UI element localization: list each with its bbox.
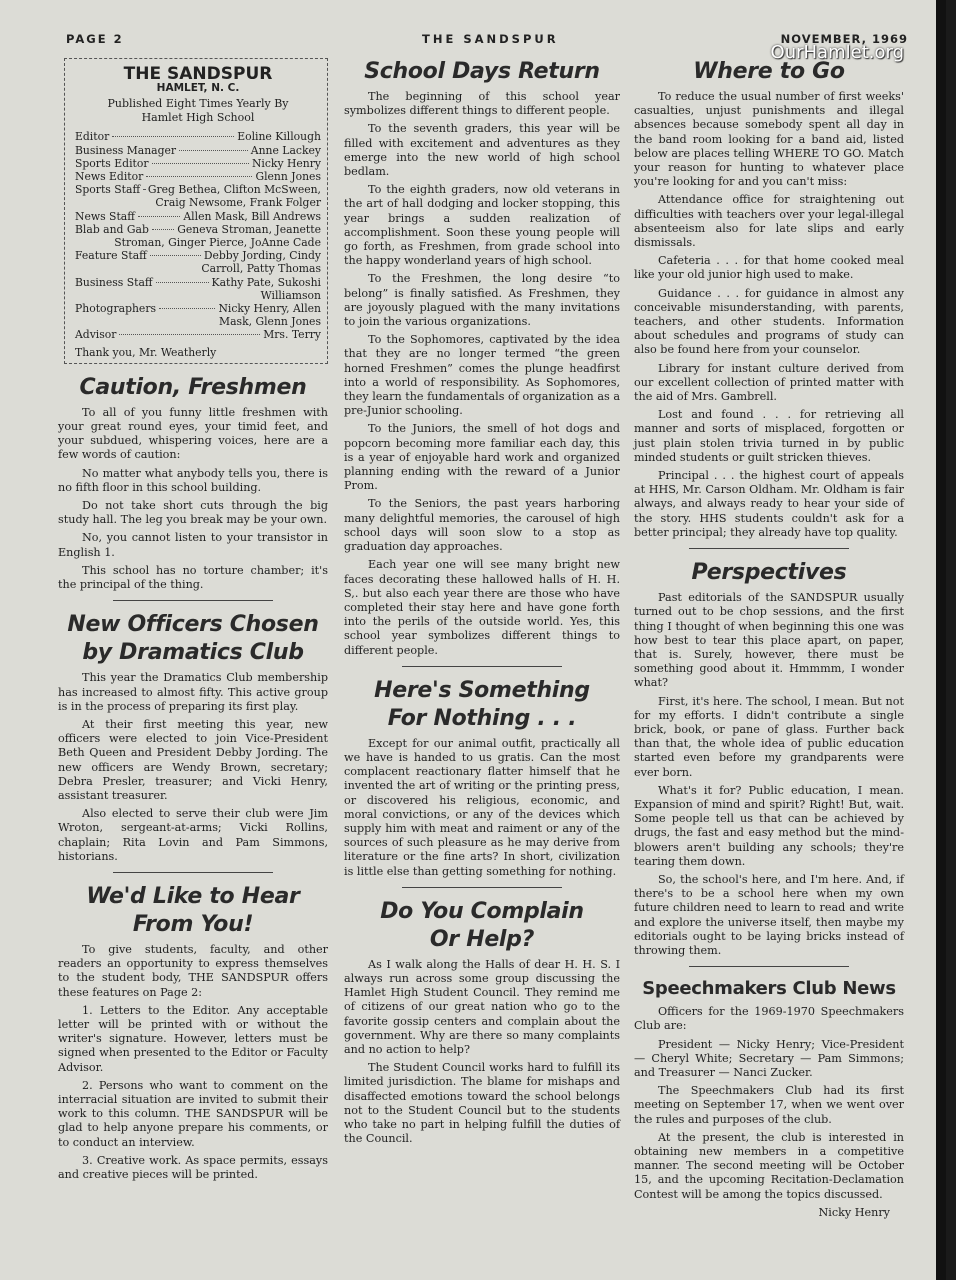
headline-complain xyxy=(344,898,620,954)
paragraph: Cafeteria . . . for that home cooked meal like your old junior high used to make. xyxy=(634,254,904,282)
staff-row xyxy=(75,328,321,341)
staff-names: Kathy Pate, Sukoshi xyxy=(211,275,321,289)
paragraph: 1. Letters to the Editor. Any acceptable letter will be printed with or without the writer's signature. However, letters must be signed when presented to the Editor or Faculty Advisor. xyxy=(58,1003,328,1074)
masthead-box xyxy=(64,58,328,364)
paragraph: To the seventh graders, this year will be filled with excitement and adventures as they emerge into the new world of high school bedlam. xyxy=(344,122,620,179)
staff-row xyxy=(75,130,321,143)
byline: Nicky Henry xyxy=(818,1205,890,1219)
paragraph: No matter what anybody tells you, there is no fifth floor in this school building. xyxy=(58,466,328,494)
paragraph: At the present, the club is interested in obtaining new members in a competitive manner. The second meeting will be October 15, and the upcoming Recitation-Declamation Contest will be among the topics discussed. xyxy=(634,1130,904,1201)
paragraph: Each year one will see many bright new faces decorating these hallowed halls of H. H. S,. but also each year there are those who have completed their stay here and have gone forth into the perils of the outside world. Yes, this school year symbolizes different things to different people. xyxy=(344,558,620,657)
column-left xyxy=(58,58,328,1186)
paragraph: The Speechmakers Club had its first meeting on September 17, when we went over the rules and purposes of the club. xyxy=(634,1084,904,1126)
staff-names: Eoline Killough xyxy=(237,130,321,144)
leader-dots xyxy=(156,282,209,283)
staff-role: Business Manager xyxy=(75,143,177,157)
staff-names-cont: Carroll, Patty Thomas xyxy=(201,262,321,276)
staff-names-cont: Williamson xyxy=(260,288,321,302)
staff-names: Anne Lackey xyxy=(250,143,321,157)
headline-line: We'd Like to Hear xyxy=(86,883,300,909)
staff-row xyxy=(75,302,321,315)
leader-dots xyxy=(143,189,145,190)
pub-line: Hamlet High School xyxy=(141,110,255,124)
staff-names: Greg Bethea, Clifton McSween, xyxy=(147,183,321,197)
staff-role: Business Staff xyxy=(75,275,153,289)
staff-names-cont: Craig Newsome, Frank Folger xyxy=(155,196,321,210)
leader-dots xyxy=(152,163,249,164)
staff-names-cont: Stroman, Ginger Pierce, JoAnne Cade xyxy=(114,236,321,250)
paragraph: Guidance . . . for guidance in almost any conceivable misunderstanding, with parents, teachers, and other students. Information about schedules and programs of study can also be found here from your counselor. xyxy=(634,286,904,357)
masthead-location: HAMLET, N. C. xyxy=(156,82,240,95)
paragraph: Officers for the 1969-1970 Speechmakers Club are: xyxy=(634,1005,904,1033)
leader-dots xyxy=(119,334,260,335)
headline-line: For Nothing . . . xyxy=(387,705,577,731)
headline-line: by Dramatics Club xyxy=(82,640,304,666)
masthead-title: THE SANDSPUR xyxy=(123,64,273,84)
paragraph: At their first meeting this year, new officers were elected to join Vice-President Beth Queen and President Debby Jording. The new officers are Wendy Brown, secretary; Debra Presler, treasurer; and Vicki Henry, assistant treasurer. xyxy=(58,717,328,802)
headline-line: Do You Complain xyxy=(380,898,584,924)
paragraph: This school has no torture chamber; it's the principal of the thing. xyxy=(58,563,328,592)
staff-names: Nicky Henry, Allen xyxy=(218,302,321,316)
paragraph: To the Seniors, the past years harboring many delightful memories, the carousel of high school days will soon slow to a stop as graduation day approaches. xyxy=(344,497,620,554)
staff-row xyxy=(75,157,321,170)
divider xyxy=(113,600,273,601)
paragraph: Attendance office for straightening out difficulties with teachers over your legal-illegal absenteeism also for late slips and early dismissals. xyxy=(634,193,904,250)
divider xyxy=(689,548,849,549)
paragraph: This year the Dramatics Club membership has increased to almost fifty. This active group is in the process of preparing its first play. xyxy=(58,671,328,713)
leader-dots xyxy=(150,255,201,256)
divider xyxy=(402,887,562,888)
leader-dots xyxy=(152,229,174,230)
paragraph: To the Sophomores, captivated by the idea that they are no longer termed “the green horned Freshmen” comes the plunge headfirst into a world of responsibility. As Sophomores, they learn the fundamentals of organization as a pre-Junior schooling. xyxy=(344,333,620,418)
watermark: OurHamlet.org xyxy=(770,42,904,63)
paragraph: To reduce the usual number of first weeks' casualties, unjust punishments and illegal absences because somebody spent all day in the band room looking for a band aid, listed below are places telling WHERE TO GO. Match your reason for hunting to whatever place you're looking for and you can't miss: xyxy=(634,90,904,189)
staff-row xyxy=(75,223,321,236)
divider xyxy=(402,666,562,667)
headline-line: Or Help? xyxy=(429,926,535,952)
headline-speech: Speechmakers Club News xyxy=(642,978,896,1000)
paragraph: Except for our animal outfit, practically all we have is handed to us gratis. Can the most complacent reactionary flatter himself that he invented the art of writing or the printing press, or discovered his religious, economic, and moral convictions, or any of the devices which supply him with meat and raiment or any of the sources of such pleasure as he may derive from literature or the fine arts? In short, civilization is little else than getting something for nothing. xyxy=(344,736,620,878)
headline-perspectives: Perspectives xyxy=(691,560,847,586)
staff-role: Feature Staff xyxy=(75,249,147,263)
staff-names: Mrs. Terry xyxy=(263,328,321,342)
paragraph: To give students, faculty, and other readers an opportunity to express themselves to the student body, THE SANDSPUR offers these features on Page 2: xyxy=(58,942,328,999)
paragraph: So, the school's here, and I'm here. And, if there's to be a school here when my own future children need to learn to read and write and explore the universe itself, then maybe my editorials ought to be laying bricks instead of throwing them. xyxy=(634,872,904,957)
thanks-line: Thank you, Mr. Weatherly xyxy=(75,345,217,359)
masthead-publisher xyxy=(75,97,321,124)
headline-line: From You! xyxy=(132,911,254,937)
staff-role: Advisor xyxy=(75,328,117,342)
headline-dramatics xyxy=(58,611,328,667)
paragraph: To the eighth graders, now old veterans in the art of hall dodging and locker stopping, this year brings a sudden realization of accomplishment. Soon these young people will go forth, as Freshmen, from grade school into the happy wonderland years of high school. xyxy=(344,183,620,268)
staff-role: Photographers xyxy=(75,302,157,316)
staff-role: Sports Staff xyxy=(75,183,141,197)
scan-edge xyxy=(936,0,946,1280)
divider xyxy=(689,966,849,967)
leader-dots xyxy=(146,176,252,177)
staff-role: News Staff xyxy=(75,209,135,223)
paragraph: To all of you funny little freshmen with your great round eyes, your timid feet, and your subdued, whispering voices, here are a few words of caution: xyxy=(58,405,328,462)
paragraph: The Student Council works hard to fulfill its limited jurisdiction. The blame for mishaps and disaffected emotions toward the school belongs not to the Student Council but to the students who take no part in helping fulfill the duties of the Council. xyxy=(344,1061,620,1146)
staff-row xyxy=(75,170,321,183)
column-right xyxy=(634,58,904,1224)
staff-names: Allen Mask, Bill Andrews xyxy=(183,209,321,223)
staff-row xyxy=(75,144,321,157)
staff-names: Nicky Henry xyxy=(251,156,321,170)
paragraph: No, you cannot listen to your transistor in English 1. xyxy=(58,531,328,559)
paragraph: Principal . . . the highest court of appeals at HHS, Mr. Carson Oldham. Mr. Oldham is fair always, and always ready to hear your side of the story. HHS students couldn't ask for a better principal; they already have top quality. xyxy=(634,469,904,539)
paragraph: 3. Creative work. As space permits, essays and creative pieces will be printed. xyxy=(58,1153,328,1181)
paragraph: Library for instant culture derived from our excellent collection of printed matter with the aid of Mrs. Gambrell. xyxy=(634,361,904,404)
headline-school-days: School Days Return xyxy=(364,59,600,84)
paragraph: The beginning of this school year symbolizes different things to different people. xyxy=(344,90,620,118)
pub-line: Published Eight Times Yearly By xyxy=(107,97,289,111)
paragraph: Do not take short cuts through the big study hall. The leg you break may be your own. xyxy=(58,499,328,527)
staff-names-cont: Mask, Glenn Jones xyxy=(219,315,321,329)
leader-dots xyxy=(112,136,234,137)
paragraph: As I walk along the Halls of dear H. H. S. I always run across some group discussing the Hamlet High Student Council. They remind me of citizens of our great nation who go to the favorite gossip centers and complain about the government. Why are there so many complaints and no action to help? xyxy=(344,957,620,1056)
divider xyxy=(113,872,273,873)
staff-role: News Editor xyxy=(75,170,144,184)
paragraph: Lost and found . . . for retrieving all manner and sorts of misplaced, forgotten or just plain stolen trivia turned in by public minded students or guilt stricken thieves. xyxy=(634,408,904,464)
staff-role: Sports Editor xyxy=(75,156,149,170)
headline-line: Here's Something xyxy=(374,677,590,703)
paragraph: President — Nicky Henry; Vice-President — Cheryl White; Secretary — Pam Simmons; and Treasurer — Nanci Zucker. xyxy=(634,1037,904,1079)
headline-something xyxy=(344,677,620,733)
staff-row xyxy=(75,210,321,223)
staff-role: Blab and Gab xyxy=(75,222,149,236)
staff-names: Geneva Stroman, Jeanette xyxy=(177,222,321,236)
leader-dots xyxy=(159,308,215,309)
paper-name: THE SANDSPUR xyxy=(422,32,559,46)
headline-where: Where to Go xyxy=(693,59,845,84)
staff-row xyxy=(75,276,321,289)
column-middle xyxy=(344,58,620,1150)
leader-dots xyxy=(179,150,248,151)
staff-names: Glenn Jones xyxy=(255,170,321,184)
paragraph: Also elected to serve their club were Jim Wroton, sergeant-at-arms; Vicki Rollins, chaplain; Rita Lovin and Pam Simmons, historians. xyxy=(58,807,328,863)
issue-date: NOVEMBER, 1969 xyxy=(780,32,908,46)
paragraph: To the Juniors, the smell of hot dogs and popcorn becoming more familiar each day, this is a year of enjoyable hard work and organized planning ending with the reward of a Junior Prom. xyxy=(344,422,620,493)
paragraph: 2. Persons who want to comment on the interracial situation are invited to submit their work to this column. THE SANDSPUR will be glad to help anyone prepare his comments, or to conduct an interview. xyxy=(58,1078,328,1149)
paragraph: To the Freshmen, the long desire “to belong” is finally satisfied. As Freshmen, they are joyously plagued with the many invitations to join the various organizations. xyxy=(344,272,620,329)
page-number: PAGE 2 xyxy=(66,32,124,46)
headline-hear xyxy=(58,883,328,939)
leader-dots xyxy=(138,216,180,217)
paragraph: First, it's here. The school, I mean. But not for my efforts. I didn't contribute a single brick, book, or pane of glass. Further back than that, the whole idea of public education started even before my grandparents were ever born. xyxy=(634,694,904,779)
staff-list xyxy=(75,130,321,358)
staff-row xyxy=(75,249,321,262)
staff-row xyxy=(75,183,321,196)
staff-role: Editor xyxy=(75,130,110,144)
headline-line: New Officers Chosen xyxy=(67,612,319,638)
paragraph: Past editorials of the SANDSPUR usually turned out to be chop sessions, and the first thing I thought of when beginning this one was how best to tear this place apart, on paper, that is. Surely, however, there must be something good about it. Hmmmm, I wonder what? xyxy=(634,591,904,690)
headline-caution: Caution, Freshmen xyxy=(79,374,307,400)
staff-names: Debby Jording, Cindy xyxy=(203,249,321,263)
paragraph: What's it for? Public education, I mean. Expansion of mind and spirit? Right! But, wait. Some people tell us that can be achieved by drugs, the fast and easy method but the mind-blowers aren't building any schools; they're tearing them down. xyxy=(634,783,904,868)
